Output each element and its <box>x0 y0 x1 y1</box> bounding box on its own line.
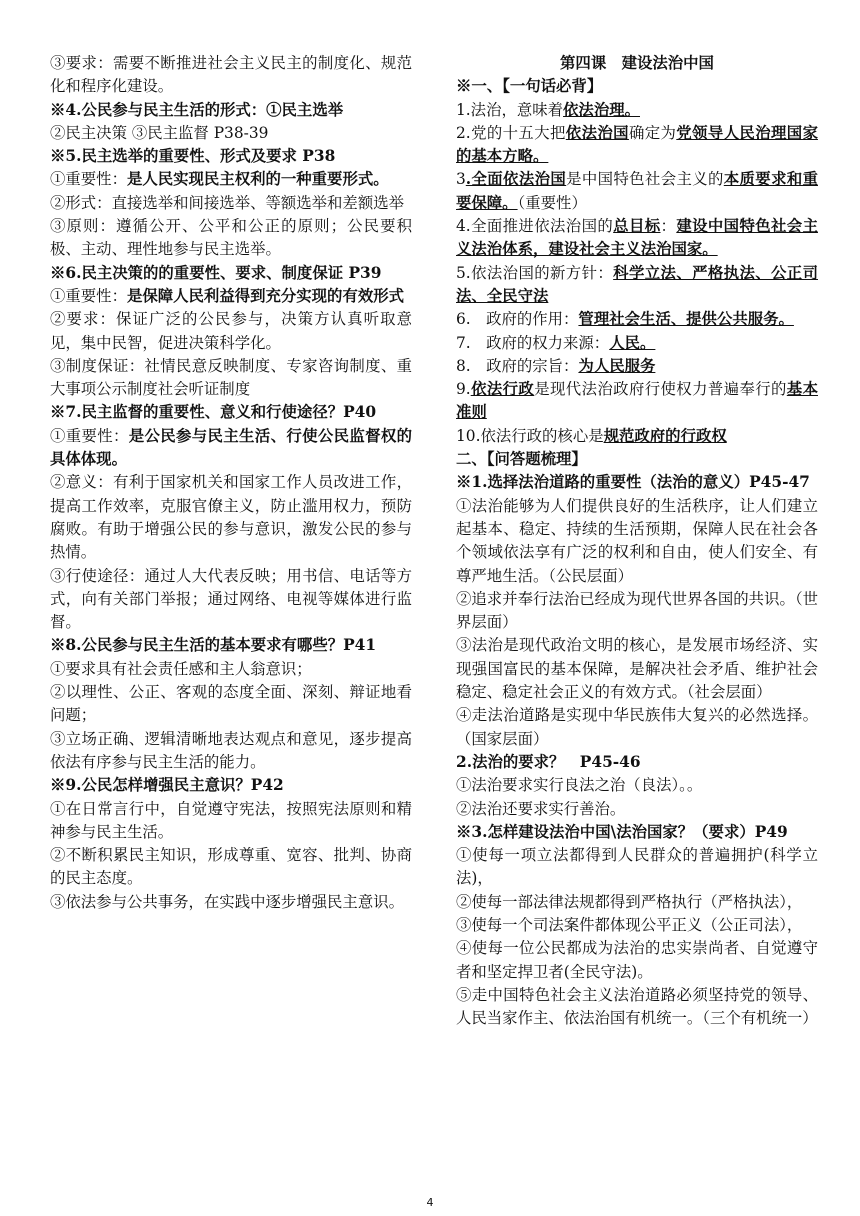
section-heading: ※7.民主监督的重要性、意义和行使途径？P40 <box>50 403 377 422</box>
label: （重要性） <box>517 193 587 212</box>
lesson-title: 第四课 建设法治中国 <box>560 54 714 72</box>
text-line: ⑤走中国特色社会主义法治道路必须坚持党的领导、人民当家作主、依法治国有机统一。（三个有机统一） <box>456 985 818 1028</box>
question-heading: ※1.选择法治道路的重要性（法治的意义）P45-47 <box>456 473 810 492</box>
text-line: ③要求：需要不断推进社会主义民主的制度化、规范化和程序化建设。 <box>50 54 412 96</box>
text-line <box>456 99 818 122</box>
emphasis: 是人民实现民主权利的一种重要形式。 <box>126 170 389 189</box>
label: 2.党的十五大把 <box>456 123 566 142</box>
text-line: ②民主决策 ③民主监督 P38-39 <box>50 123 269 142</box>
label: 8. 政府的宗旨： <box>456 356 579 375</box>
text-line <box>456 378 818 425</box>
text-line: ②不断积累民主知识，形成尊重、宽容、批判、协商的民主态度。 <box>50 846 412 888</box>
text-line <box>456 355 818 378</box>
key-term: 基本准则 <box>456 380 818 422</box>
text-line <box>456 262 818 309</box>
text-line: ③制度保证：社情民意反映制度、专家咨询制度、重大事项公示制度社会听证制度 <box>50 356 412 399</box>
text-line: ②使每一部法律法规都得到严格执行（严格执法）， <box>456 892 803 911</box>
text-line: ②要求：保证广泛的公民参与，决策方认真听取意见，集中民智，促进决策科学化。 <box>50 310 412 352</box>
key-term: 为人民服务 <box>578 356 656 375</box>
key-term: 依法行政 <box>470 380 535 399</box>
text-line: ②形式：直接选举和间接选举、等额选举和差额选举 <box>50 193 404 212</box>
key-term: 依法治理。 <box>563 100 640 119</box>
emphasis: 是公民参与民主生活、行使公民监督权的具体体现。 <box>50 426 412 469</box>
text-line: ①要求具有社会责任感和主人翁意识； <box>50 659 312 678</box>
question-heading: 2.法治的要求？ P45-46 <box>456 752 641 771</box>
text-line <box>456 332 818 355</box>
key-term: 党领导人民治理国家的基本方略。 <box>456 123 818 166</box>
key-term: 总目标 <box>613 217 661 236</box>
text-line: ④走法治道路是实现中华民族伟大复兴的必然选择。（国家层面） <box>456 706 818 748</box>
text-line: ②法治还要求实行善治。 <box>456 799 626 818</box>
text-line <box>456 215 818 262</box>
question-heading: ※3.怎样建设法治中国\法治国家？（要求）P49 <box>456 822 788 841</box>
key-term: 人民。 <box>609 333 656 352</box>
key-term: 依法治国 <box>565 123 629 142</box>
section-heading: ※8.公民参与民主生活的基本要求有哪些？P41 <box>50 636 377 655</box>
section-heading: ※一、【一句话必背】 <box>456 77 603 96</box>
text-line: ③原则：遵循公开、公平和公正的原则；公民要积极、主动、理性地参与民主选举。 <box>50 217 412 259</box>
text-line: ③使每一个司法案件都体现公平正义（公正司法）， <box>456 915 803 934</box>
text-line: ①法治能够为人们提供良好的生活秩序，让人们建立起基本、稳定、持续的生活预期，保障人民在社会各个领域依法享有广泛的权利和自由，使人们安全、有尊严地生活。（公民层面） <box>456 496 818 585</box>
section-heading: ※9.公民怎样增强民主意识？P42 <box>50 776 284 795</box>
text-line: ①使每一项立法都得到人民群众的普遍拥护(科学立法)， <box>456 846 818 888</box>
text-line: ③依法参与公共事务，在实践中逐步增强民主意识。 <box>50 892 404 911</box>
text-line: ①法治要求实行良法之治（良法）。。 <box>456 776 703 795</box>
label: 3 <box>456 170 466 189</box>
text-line <box>50 285 412 308</box>
key-term: 本质要求和重要保障。 <box>456 170 818 212</box>
text-line: ②意义：有利于国家机关和国家工作人员改进工作，提高工作效率，克服官僚主义，防止滥用权力，预防腐败。有助于增强公民的参与意识，激发公民的参与热情。 <box>50 473 412 562</box>
label: 是现代法治政府行使权力普遍奉行的 <box>534 380 787 399</box>
emphasis: 是保障人民利益得到充分实现的有效形式 <box>126 286 405 305</box>
right-column <box>456 52 818 1030</box>
label: 7. 政府的权力来源： <box>456 333 610 352</box>
label: 6. 政府的作用： <box>456 310 579 329</box>
label: 确定为 <box>628 123 677 142</box>
label: 1.法治，意味着 <box>456 100 564 119</box>
label: 4.全面推进依法治国的 <box>456 217 614 236</box>
text-line <box>456 122 818 169</box>
label: 是中国特色社会主义的 <box>566 170 724 189</box>
left-column <box>50 52 412 914</box>
text-line <box>456 308 818 331</box>
text-line: ①在日常言行中，自觉遵守宪法，按照宪法原则和精神参与民主生活。 <box>50 799 412 841</box>
key-term: 科学立法、严格执法、公正司法、全民守法 <box>456 263 818 305</box>
label: ①重要性： <box>50 286 127 305</box>
label: 10.依法行政的核心是 <box>456 426 604 445</box>
key-term: 建设中国特色社会主义法治体系，建设社会主义法治国家。 <box>456 217 818 259</box>
label: 5.依法治国的新方针： <box>456 263 614 282</box>
label: ①重要性： <box>50 426 129 445</box>
page-number: 4 <box>426 1196 434 1209</box>
label: ①重要性： <box>50 170 127 189</box>
text-line <box>456 425 818 448</box>
label: ： <box>660 217 677 236</box>
text-line: ③立场正确、逻辑清晰地表达观点和意见，逐步提高依法有序参与民主生活的能力。 <box>50 729 412 771</box>
text-line: ②追求并奉行法治已经成为现代世界各国的共识。（世界层面） <box>456 589 818 632</box>
text-line <box>50 168 412 191</box>
section-heading: 二、【问答题梳理】 <box>456 450 587 469</box>
text-line: ③行使途径：通过人大代表反映；用书信、电话等方式，向有关部门举报；通过网络、电视等媒体进行监督。 <box>50 566 412 632</box>
text-line: ④使每一位公民都成为法治的忠实崇尚者、自觉遵守者和坚定捍卫者(全民守法)。 <box>456 939 818 981</box>
key-term: 管理社会生活、提供公共服务。 <box>578 310 794 329</box>
key-term: .全面依法治国 <box>465 170 567 189</box>
key-term: 规范政府的行政权 <box>603 426 727 445</box>
text-line: ③法治是现代政治文明的核心，是发展市场经济、实现强国富民的基本保障，是解决社会矛盾、维护社会稳定、稳定社会正义的有效方式。（社会层面） <box>456 636 818 702</box>
section-heading: ※4.公民参与民主生活的形式：①民主选举 <box>50 100 344 119</box>
text-line <box>50 425 412 472</box>
text-line: ②以理性、公正、客观的态度全面、深刻、辩证地看问题； <box>50 683 412 725</box>
text-line <box>456 168 818 215</box>
label: 9. <box>456 380 471 399</box>
section-heading: ※6.民主决策的的重要性、要求、制度保证 P39 <box>50 263 382 282</box>
section-heading: ※5.民主选举的重要性、形式及要求 P38 <box>50 147 336 166</box>
